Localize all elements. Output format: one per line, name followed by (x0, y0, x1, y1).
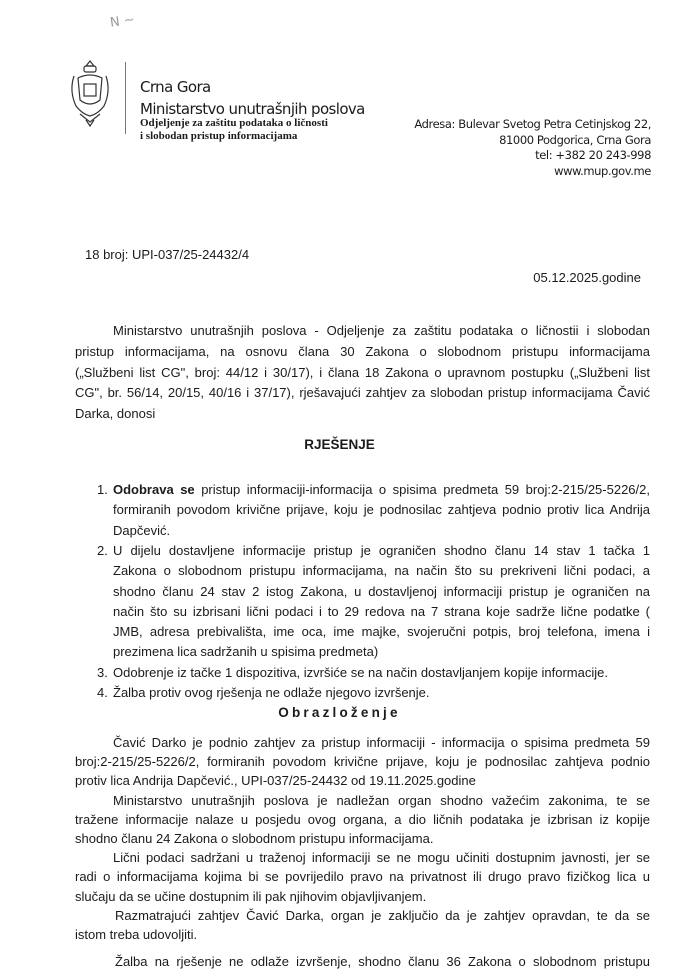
document-date: 05.12.2025.godine (533, 270, 641, 285)
intro-line: Ministarstvo unutrašnjih poslova - Odjeljenje za zaštitu podataka o ličnostii i slobodan (113, 323, 650, 338)
decision-item-line (113, 482, 650, 498)
country-name: Crna Gora (140, 78, 211, 96)
decision-title: RJEŠENJE (304, 437, 375, 452)
coat-of-arms-logo (68, 58, 112, 128)
ministry-name: Ministarstvo unutrašnjih poslova (140, 100, 365, 118)
reasoning-line: Žalba na rješenje ne odlaže izvršenje, shodno članu 36 Zakona o slobodnom pristupu (115, 954, 650, 970)
reasoning-line: Ministarstvo unutrašnjih poslova je nadležan organ shodno važećim zakonima, te se (113, 792, 650, 808)
reasoning-line: tražene informacije nalaze u posjedu ovog organa, a dio ličnih podataka je izbrisan iz kopije (75, 811, 650, 827)
department-line: Odjeljenje za zaštitu podataka o ličnosti (140, 117, 328, 129)
decision-item-line: način što su izbrisani lični podaci i to 29 redova na 7 strana koje sadrže lične podatke ( (113, 603, 650, 619)
contact-block (414, 117, 651, 179)
address-line: 81000 Podgorica, Crna Gora (499, 132, 651, 147)
address-line: Adresa: Bulevar Svetog Petra Cetinjskog 22, (414, 117, 651, 131)
item-number: 3. (97, 664, 108, 680)
reasoning-line: radi o informacijama kojima bi se povrijedilo pravo na privatnost ili drugo pravo fizičkog lica u (75, 869, 650, 885)
decision-emphasis: Odobrava se (113, 482, 195, 497)
decision-text: pristup informaciji-informacija o spisima predmeta 59 broj:2-215/25-5226/2, (194, 482, 650, 497)
decision-item-line: Dapčević. (113, 522, 171, 538)
reasoning-line: protiv lica Andrija Dapčević., UPI-037/25-24432 od 19.11.2025.godine (75, 773, 476, 789)
item-number: 2. (97, 542, 108, 558)
decision-item-line: prezimena lica sadržanih u spisima predmeta) (113, 644, 379, 660)
reasoning-line: slučaju da se učine dostupnim ili pak njihovim objavljivanjem. (75, 888, 427, 904)
header-divider (125, 62, 126, 134)
decision-item-line: shodno članu 24 stav 2 istog Zakona, u dostavljenoj informaciji pristup je ograničen na (113, 583, 650, 599)
decision-item-line: Zakona o slobodnom pristupu informacijama, na način što su prekriveni lični podaci, a (113, 563, 650, 579)
reasoning-line: istom treba udovoljiti. (75, 927, 198, 942)
decision-item-line: formiranih povodom krivične prijave, koju je podnosilac zahtjeva podnio protiv lica Andrija (113, 502, 650, 518)
department-line: i slobodan pristup informacijama (140, 130, 298, 142)
phone: tel: +382 20 243-998 (535, 148, 651, 162)
reasoning-line: Čavić Darko je podnio zahtjev za pristup informaciji - informacija o spisima predmeta 59 (113, 735, 650, 750)
item-number: 1. (97, 482, 108, 497)
decision-item-line: JMB, adresa prebivališta, ime oca, ime majke, svojeručni potpis, broj telefona, imena i (113, 624, 650, 640)
decision-item-line: Žalba protiv ovog rješenja ne odlaže njegovo izvršenje. (113, 685, 430, 700)
reasoning-line: Lični podaci sadržani u traženoj informaciji se ne mogu učiniti dostupnim javnosti, jer se (113, 850, 650, 866)
intro-line: pristup informacijama, na osnovu člana 30 Zakona o slobodnom pristupu informacijama (75, 343, 650, 359)
reasoning-title: Obrazloženje (278, 705, 401, 720)
decision-item-line: Odobrenje iz tačke 1 dispozitiva, izvršiće se na način dostavljanjem kopije informacije. (113, 664, 608, 680)
reasoning-line: shodno članu 24 Zakona o slobodnom pristupu informacijama. (75, 831, 434, 846)
intro-line: Darka, donosi (75, 406, 156, 422)
website: www.mup.gov.me (554, 163, 651, 178)
reasoning-line: Razmatrajući zahtjev Čavić Darka, organ je zaključio da je zahtjev opravdan, te da se (115, 907, 650, 923)
department-name (140, 117, 328, 143)
decision-item-line: U dijelu dostavljene informacije pristup je ograničen shodno članu 14 stav 1 tačka 1 (113, 542, 650, 558)
handwritten-mark: N ~ (109, 12, 136, 31)
intro-line: CG", br. 56/14, 20/15, 40/16 i 37/17), rješavajući zahtjev za slobodan pristup informacijama Čavić (75, 385, 650, 401)
reasoning-line: broj:2-215/25-5226/2, formiranih povodom krivične prijave, koju je podnosilac zahtjeva podnio (75, 754, 650, 770)
reference-number: 18 broj: UPI-037/25-24432/4 (85, 247, 250, 262)
intro-line: („Službeni list CG", broj: 44/12 i 30/17), i člana 18 Zakona o upravnom postupku („Službeni list (75, 364, 650, 380)
item-number: 4. (97, 685, 108, 700)
